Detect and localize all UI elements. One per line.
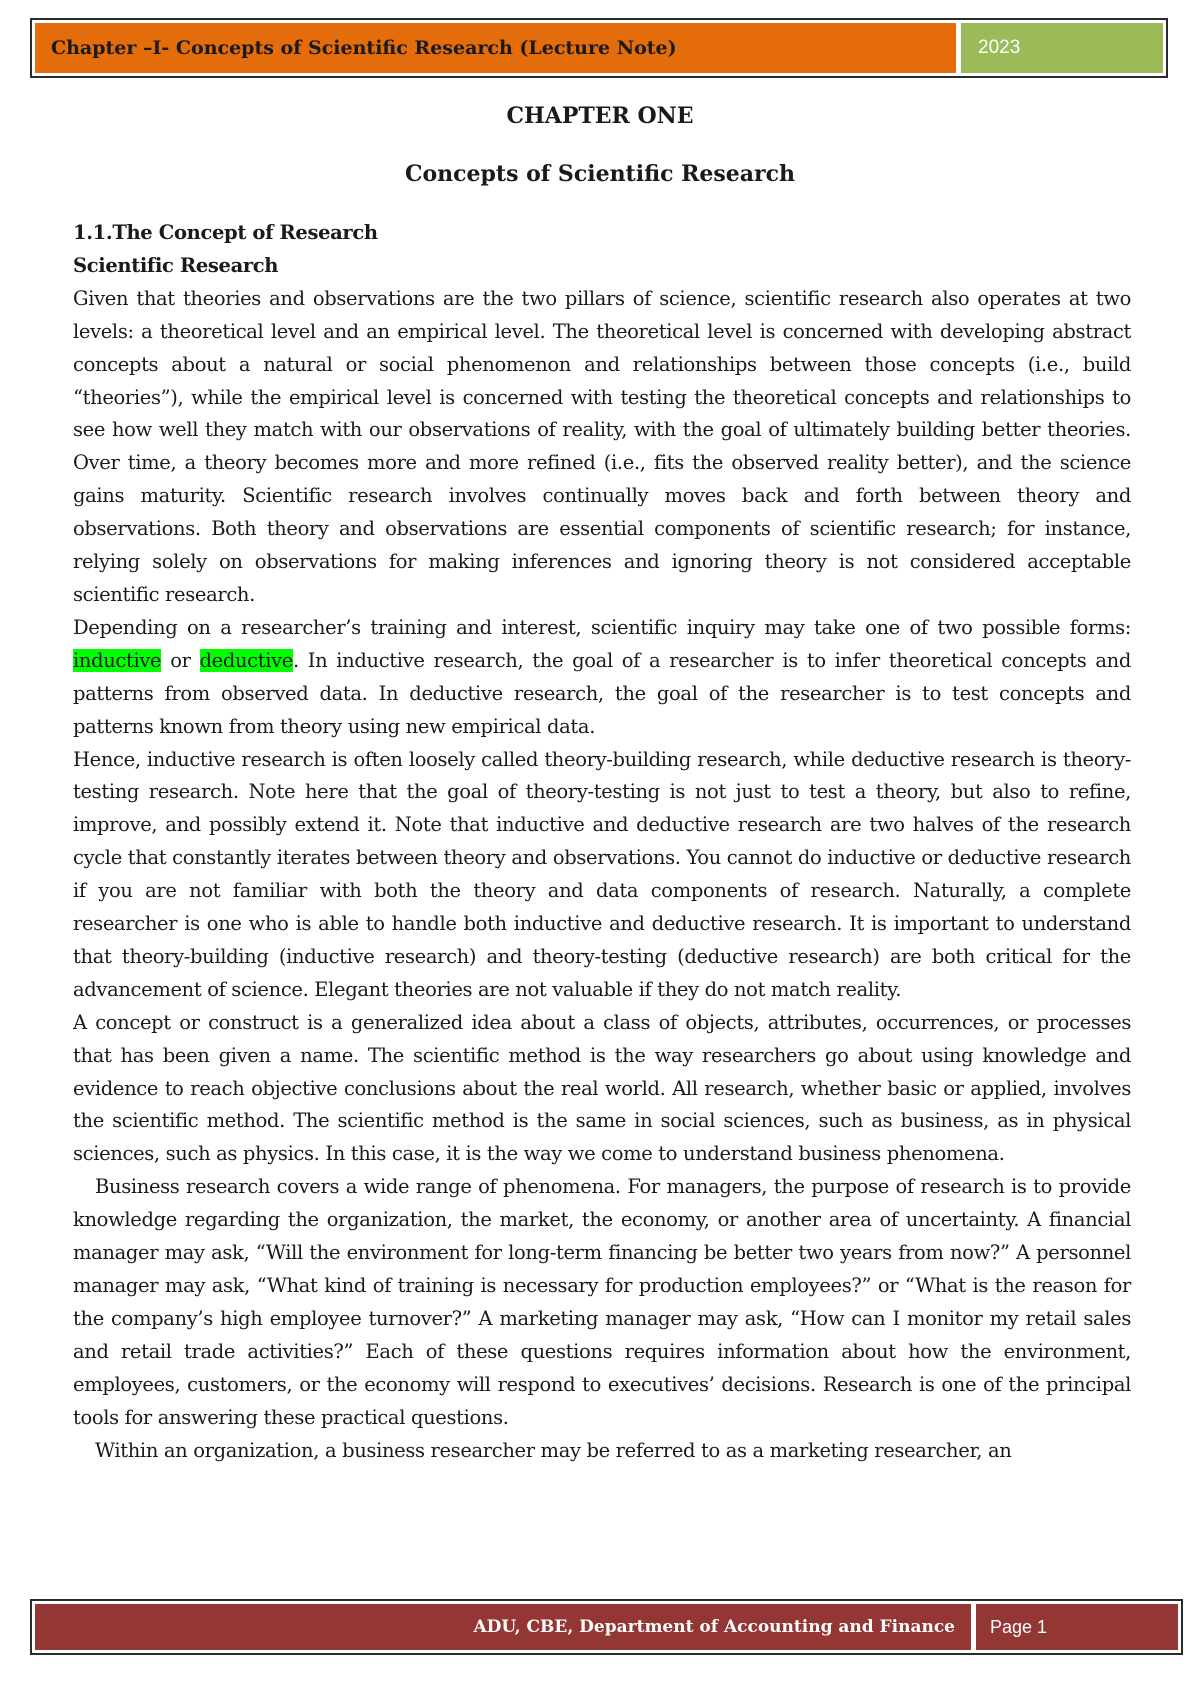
highlight-inductive: inductive [73, 648, 162, 672]
paragraph-3: Hence, inductive research is often loosely called theory-building research, while deductive research is theory-testing research. Note here that the goal of theory-testing is not just to test a theory, but also to refine, improve, and possibly extend it. Note that inductive and deductive research are two halves of the research cycle that constantly iterates between theory and observations. You cannot do inductive or deductive research if you are not familiar with both the theory and data components of research. Naturally, a complete researcher is one who is able to handle both inductive and deductive research. It is important to understand that theory-building (inductive research) and theory-testing (deductive research) are both critical for the advancement of science. Elegant theories are not valuable if they do not match reality. [73, 747, 1131, 1001]
page-footer [30, 1599, 1183, 1655]
paragraph-1: Given that theories and observations are the two pillars of science, scientific research also operates at two levels: a theoretical level and an empirical level. The theoretical level is concerned with developing abstract concepts about a natural or social phenomenon and relationships between those concepts (i.e., build “theories”), while the empirical level is concerned with testing the theoretical concepts and relationships to see how well they match with our observations of reality, with the goal of ultimately building better theories. Over time, a theory becomes more and more refined (i.e., fits the observed reality better), and the science gains maturity. Scientific research involves continually moves back and forth between theory and observations. Both theory and observations are essential components of scientific research; for instance, relying solely on observations for making inferences and ignoring theory is not considered acceptable scientific research. [73, 286, 1131, 606]
paragraph-2-text: or [161, 648, 200, 672]
highlight-deductive: deductive [199, 648, 293, 672]
header-title: Chapter –I- Concepts of Scientific Research (Lecture Note) [35, 23, 956, 73]
footer-department: ADU, CBE, Department of Accounting and Finance [35, 1604, 971, 1650]
section-subheading: Scientific Research [73, 253, 279, 277]
paragraph-2 [73, 612, 1131, 744]
document-body [73, 217, 1131, 1467]
paragraph-2-text: Depending on a researcher’s training and interest, scientific inquiry may take one of two possible forms: [73, 615, 1131, 639]
paragraph-6: Within an organization, a business researcher may be referred to as a marketing researcher, an [95, 1438, 1012, 1462]
chapter-title: CHAPTER ONE [506, 103, 694, 129]
chapter-subtitle: Concepts of Scientific Research [404, 161, 796, 187]
page-header [30, 18, 1168, 78]
footer-page-number: Page 1 [976, 1604, 1178, 1650]
paragraph-4: A concept or construct is a generalized idea about a class of objects, attributes, occurrences, or processes that has been given a name. The scientific method is the way researchers go about using knowledge and evidence to reach objective conclusions about the real world. All research, whether basic or applied, involves the scientific method. The scientific method is the same in social sciences, such as business, as in physical sciences, such as physics. In this case, it is the way we come to understand business phenomena. [73, 1010, 1131, 1166]
header-year: 2023 [961, 23, 1163, 73]
paragraph-5: Business research covers a wide range of phenomena. For managers, the purpose of research is to provide knowledge regarding the organization, the market, the economy, or another area of uncertainty. A financial manager may ask, “Will the environment for long-term financing be better two years from now?” A personnel manager may ask, “What kind of training is necessary for production employees?” or “What is the reason for the company’s high employee turnover?” A marketing manager may ask, “How can I monitor my retail sales and retail trade activities?” Each of these questions requires information about how the environment, employees, customers, or the economy will respond to executives’ decisions. Research is one of the principal tools for answering these practical questions. [73, 1175, 1131, 1429]
section-heading: 1.1.The Concept of Research [73, 221, 378, 244]
paragraph-2-text: . In inductive research, the goal of a researcher is to infer theoretical concepts and patterns from observed data. In deductive research, the goal of the researcher is to test concepts and patterns known from theory using new empirical data. [73, 648, 1132, 738]
